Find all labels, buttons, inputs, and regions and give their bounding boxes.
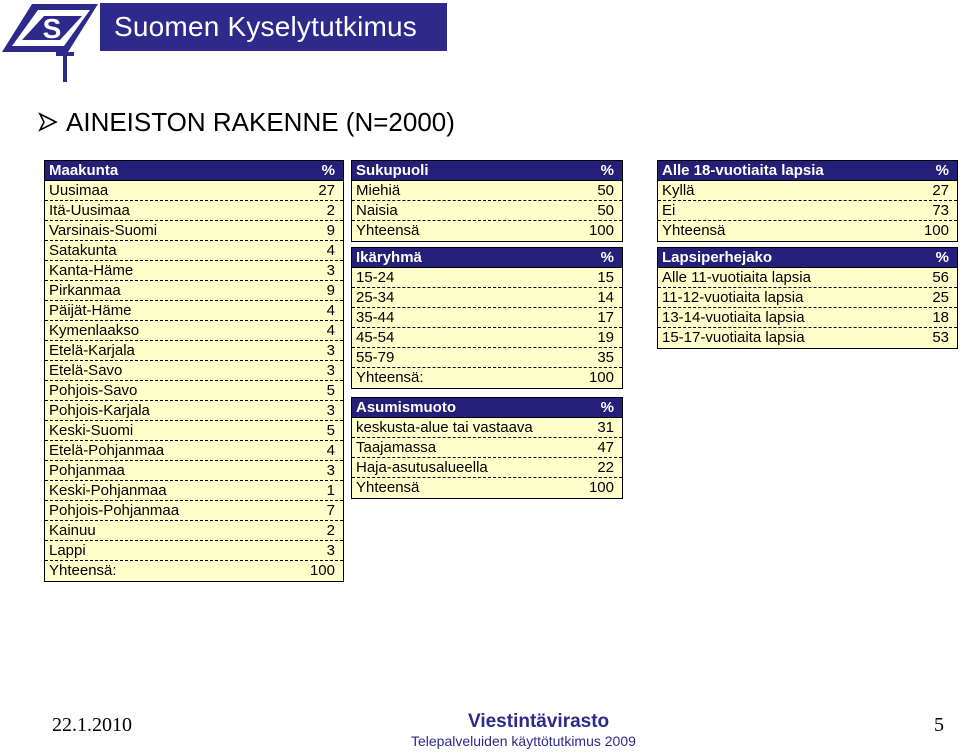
table-row xyxy=(45,301,343,321)
cell-percent: 4 xyxy=(326,441,335,459)
cell-percent: % xyxy=(600,398,614,416)
table-row xyxy=(352,348,622,368)
cell-label: 15-17-vuotiaita lapsia xyxy=(662,329,805,346)
cell-percent: 4 xyxy=(326,321,335,339)
footer-organization: Viestintävirasto xyxy=(468,711,610,732)
table-row xyxy=(45,461,343,481)
cell-label: Kainuu xyxy=(49,521,96,539)
cell-label: Ei xyxy=(662,201,676,219)
cell-label: 15-24 xyxy=(356,268,395,286)
cell-percent: 47 xyxy=(597,438,614,456)
cell-percent: % xyxy=(935,248,949,266)
cell-percent: 50 xyxy=(597,201,614,219)
table-row xyxy=(658,308,957,328)
cell-label: Alle 18-vuotiaita lapsia xyxy=(662,161,824,179)
cell-percent: 100 xyxy=(588,479,614,496)
cell-label: Etelä-Pohjanmaa xyxy=(49,441,165,459)
cell-label: Yhteensä xyxy=(662,222,726,239)
cell-percent: % xyxy=(600,248,614,266)
table-row xyxy=(45,561,343,581)
table-row xyxy=(352,201,622,221)
table-row xyxy=(45,181,343,201)
table-row xyxy=(352,221,622,241)
table-header xyxy=(658,161,957,181)
table-row xyxy=(352,181,622,201)
cell-percent: 3 xyxy=(326,401,335,419)
cell-percent: 2 xyxy=(326,521,335,539)
cell-label: 25-34 xyxy=(356,288,395,306)
cell-label: Yhteensä: xyxy=(49,562,117,579)
cell-label: 55-79 xyxy=(356,348,395,366)
table-header xyxy=(352,248,622,268)
cell-percent: 31 xyxy=(597,418,614,436)
cell-percent: % xyxy=(321,161,335,179)
table-row xyxy=(352,418,622,438)
cell-percent: 100 xyxy=(588,222,614,239)
table-row xyxy=(45,281,343,301)
table-row xyxy=(352,308,622,328)
cell-percent: 4 xyxy=(326,241,335,259)
cell-label: Etelä-Karjala xyxy=(49,341,135,359)
cell-percent: % xyxy=(935,161,949,179)
table-header xyxy=(352,398,622,418)
table-row xyxy=(658,288,957,308)
table-row xyxy=(658,328,957,348)
cell-percent: 4 xyxy=(326,301,335,319)
asumismuoto-table xyxy=(351,397,623,499)
cell-percent: 3 xyxy=(326,341,335,359)
cell-label: Pohjois-Karjala xyxy=(49,401,150,419)
table-row xyxy=(45,421,343,441)
table-row xyxy=(352,458,622,478)
cell-label: Keski-Pohjanmaa xyxy=(49,481,167,499)
cell-percent: 15 xyxy=(597,268,614,286)
table-header xyxy=(352,161,622,181)
cell-label: 45-54 xyxy=(356,328,395,346)
cell-percent: 27 xyxy=(318,181,335,199)
cell-percent: 50 xyxy=(597,181,614,199)
cell-label: Uusimaa xyxy=(49,181,109,199)
cell-label: Etelä-Savo xyxy=(49,361,123,379)
cell-percent: 100 xyxy=(923,222,949,239)
table-row xyxy=(45,521,343,541)
table-row xyxy=(352,368,622,388)
cell-percent: 1 xyxy=(326,481,335,499)
table-header xyxy=(45,161,343,181)
cell-label: Asumismuoto xyxy=(356,398,457,416)
table-row xyxy=(45,341,343,361)
table-row xyxy=(352,478,622,498)
cell-percent: 27 xyxy=(932,181,949,199)
cell-percent: 9 xyxy=(326,281,335,299)
cell-percent: 18 xyxy=(932,308,949,326)
cell-percent: 22 xyxy=(597,458,614,476)
cell-label: Satakunta xyxy=(49,241,117,259)
cell-percent: 5 xyxy=(326,381,335,399)
cell-percent: 100 xyxy=(309,562,335,579)
table-row xyxy=(45,481,343,501)
table-row xyxy=(45,361,343,381)
cell-label: Keski-Suomi xyxy=(49,421,134,439)
cell-percent: 14 xyxy=(597,288,614,306)
table-row xyxy=(45,401,343,421)
cell-label: 11-12-vuotiaita lapsia xyxy=(662,288,804,306)
cell-label: Sukupuoli xyxy=(356,161,429,179)
cell-label: Yhteensä xyxy=(356,479,420,496)
page-title xyxy=(38,106,455,138)
cell-label: Kyllä xyxy=(662,181,695,199)
cell-percent: 25 xyxy=(932,288,949,306)
cell-label: Pohjois-Savo xyxy=(49,381,138,399)
cell-label: 13-14-vuotiaita lapsia xyxy=(662,308,805,326)
table-row xyxy=(45,201,343,221)
sukupuoli-table xyxy=(351,160,623,242)
cell-label: Haja-asutusalueella xyxy=(356,458,488,476)
cell-label: 35-44 xyxy=(356,308,395,326)
cell-percent: 73 xyxy=(932,201,949,219)
cell-label: Naisia xyxy=(356,201,398,219)
cell-label: Itä-Uusimaa xyxy=(49,201,130,219)
cell-percent: 5 xyxy=(326,421,335,439)
table-row xyxy=(658,221,957,241)
cell-percent: 3 xyxy=(326,461,335,479)
cell-label: Pohjanmaa xyxy=(49,461,125,479)
table-row xyxy=(658,181,957,201)
footer-date: 22.1.2010 xyxy=(52,714,132,736)
cell-percent: 7 xyxy=(326,501,335,519)
cell-percent: 35 xyxy=(597,348,614,366)
cell-label: Pirkanmaa xyxy=(49,281,121,299)
cell-percent: 100 xyxy=(588,369,614,386)
cell-percent: 19 xyxy=(597,328,614,346)
cell-label: Päijät-Häme xyxy=(49,301,132,319)
table-row xyxy=(45,541,343,561)
cell-percent: 3 xyxy=(326,261,335,279)
table-row xyxy=(352,268,622,288)
t-mark-icon xyxy=(56,52,74,82)
cell-label: Lapsiperhejako xyxy=(662,248,773,266)
table-row xyxy=(45,501,343,521)
cell-label: Lappi xyxy=(49,541,86,559)
cell-percent: 2 xyxy=(326,201,335,219)
cell-label: Varsinais-Suomi xyxy=(49,221,158,239)
company-banner: Suomen Kyselytutkimus Oy xyxy=(100,3,447,51)
footer-subtitle: Telepalveluiden käyttötutkimus 2009 xyxy=(411,733,636,749)
cell-label: Kanta-Häme xyxy=(49,261,134,279)
maakunta-table xyxy=(44,160,344,582)
cell-percent: 56 xyxy=(932,268,949,286)
cell-percent: 3 xyxy=(326,541,335,559)
cell-percent: 3 xyxy=(326,361,335,379)
cell-label: Yhteensä: xyxy=(356,369,424,386)
table-row xyxy=(45,321,343,341)
alle-18-lapsia-table xyxy=(657,160,958,242)
cell-percent: 17 xyxy=(597,308,614,326)
cell-label: Taajamassa xyxy=(356,438,437,456)
cell-label: Alle 11-vuotiaita lapsia xyxy=(662,268,811,286)
cell-percent: 53 xyxy=(932,329,949,346)
cell-label: Pohjois-Pohjanmaa xyxy=(49,501,180,519)
table-row xyxy=(658,268,957,288)
table-row xyxy=(658,201,957,221)
arrow-bullet-icon xyxy=(38,112,58,132)
lapsiperhejako-table xyxy=(657,247,958,349)
company-logo xyxy=(2,2,98,54)
table-row xyxy=(45,261,343,281)
table-row xyxy=(45,441,343,461)
cell-label: Yhteensä xyxy=(356,222,420,239)
table-row xyxy=(45,221,343,241)
cell-label: Kymenlaakso xyxy=(49,321,140,339)
table-header xyxy=(658,248,957,268)
logo-letter: S xyxy=(42,13,62,44)
table-row xyxy=(45,381,343,401)
page-number: 5 xyxy=(934,714,944,736)
table-row xyxy=(45,241,343,261)
cell-percent: 9 xyxy=(326,221,335,239)
cell-label: Ikäryhmä xyxy=(356,248,422,266)
cell-label: keskusta-alue tai vastaava xyxy=(356,418,533,436)
cell-label: Miehiä xyxy=(356,181,401,199)
cell-label: Maakunta xyxy=(49,161,119,179)
cell-percent: % xyxy=(600,161,614,179)
table-row xyxy=(352,328,622,348)
table-row xyxy=(352,288,622,308)
table-row xyxy=(352,438,622,458)
ikaryhma-table xyxy=(351,247,623,389)
title-text: AINEISTON RAKENNE (N=2000) xyxy=(66,107,455,137)
